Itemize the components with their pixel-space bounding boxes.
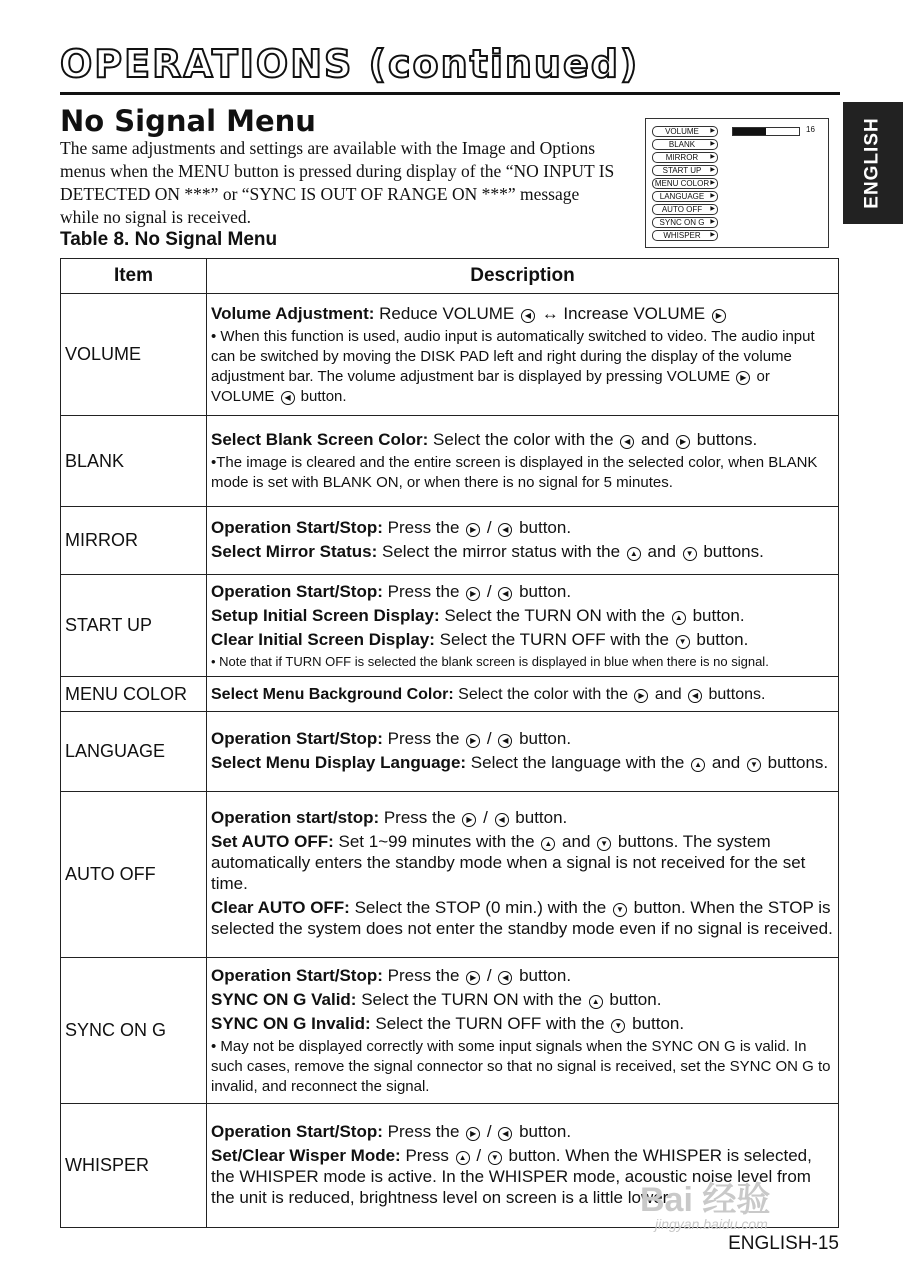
section-title: No Signal Menu: [60, 104, 316, 138]
osd-item: [652, 204, 718, 215]
osd-item-label: LANGUAGE: [659, 192, 705, 201]
right-arrow-button-icon: ▶: [736, 371, 750, 385]
down-arrow-button-icon: ▼: [683, 547, 697, 561]
right-arrow-button-icon: ▶: [466, 587, 480, 601]
table-row: [61, 712, 839, 792]
osd-item-label: SYNC ON G: [659, 218, 705, 227]
right-arrow-button-icon: ▶: [466, 523, 480, 537]
row-item-label: START UP: [61, 575, 207, 677]
header-title: OPERATIONS (continued): [60, 42, 640, 86]
row-item-label: BLANK: [61, 416, 207, 507]
right-arrow-button-icon: ▶: [466, 734, 480, 748]
osd-volume-bar-fill: [733, 128, 766, 135]
up-arrow-button-icon: ▲: [541, 837, 555, 851]
osd-arrow-icon: ▶: [710, 180, 715, 186]
osd-arrow-icon: ▶: [710, 232, 715, 238]
left-arrow-button-icon: ◀: [498, 971, 512, 985]
osd-item: [652, 217, 718, 228]
row-description: Operation Start/Stop: Press the ▶ / ◀ button. SYNC ON G Valid: Select the TURN ON with the ▲ button. SYNC ON G Invalid: Select the TURN OFF with the ▼ button. • May not be displayed correctly with some input signals when the SYNC ON G is valid. In such cases, remove the signal connector so that no signal is received, set the SYNC ON G to invalid, and reconnect the signal.: [207, 958, 839, 1104]
down-arrow-button-icon: ▼: [747, 758, 761, 772]
table-row: [61, 677, 839, 712]
no-signal-table: [60, 258, 839, 1228]
row-description: Operation Start/Stop: Press the ▶ / ◀ button. Select Mirror Status: Select the mirror status with the ▲ and ▼ buttons.: [207, 507, 839, 575]
up-arrow-button-icon: ▲: [627, 547, 641, 561]
osd-arrow-icon: ▶: [710, 154, 715, 160]
up-arrow-button-icon: ▲: [691, 758, 705, 772]
table-row: [61, 507, 839, 575]
left-arrow-button-icon: ◀: [498, 734, 512, 748]
osd-arrow-icon: ▶: [710, 128, 715, 134]
right-arrow-button-icon: ▶: [676, 435, 690, 449]
left-arrow-button-icon: ◀: [521, 309, 535, 323]
table-row: [61, 294, 839, 416]
osd-arrow-icon: ▶: [710, 193, 715, 199]
row-item-label: LANGUAGE: [61, 712, 207, 792]
up-arrow-button-icon: ▲: [589, 995, 603, 1009]
osd-item: [652, 126, 718, 137]
row-item-label: MENU COLOR: [61, 677, 207, 712]
osd-volume-value: 16: [806, 125, 815, 134]
osd-item-label: AUTO OFF: [661, 205, 703, 214]
left-arrow-button-icon: ◀: [281, 391, 295, 405]
osd-item-label: BLANK: [668, 140, 696, 149]
table-row: [61, 416, 839, 507]
right-arrow-button-icon: ▶: [466, 971, 480, 985]
left-arrow-button-icon: ◀: [688, 689, 702, 703]
row-item-label: VOLUME: [61, 294, 207, 416]
osd-item-label: VOLUME: [665, 127, 699, 136]
osd-item-label: MIRROR: [665, 153, 699, 162]
down-arrow-button-icon: ▼: [611, 1019, 625, 1033]
osd-item: [652, 139, 718, 150]
left-arrow-button-icon: ◀: [498, 587, 512, 601]
left-arrow-button-icon: ◀: [498, 523, 512, 537]
row-item-label: WHISPER: [61, 1104, 207, 1228]
row-description: Operation Start/Stop: Press the ▶ / ◀ button. Setup Initial Screen Display: Select the TURN ON with the ▲ button. Clear Initial Screen Display: Select the TURN OFF with the ▼ button. • Note that if TURN OFF is selected the blank screen is displayed in blue when there is no signal.: [207, 575, 839, 677]
osd-arrow-icon: ▶: [710, 206, 715, 212]
row-description: Operation Start/Stop: Press the ▶ / ◀ button. Select Menu Display Language: Select the language with the ▲ and ▼ buttons.: [207, 712, 839, 792]
table-row: [61, 575, 839, 677]
page-number: ENGLISH-15: [728, 1233, 839, 1254]
row-item-label: MIRROR: [61, 507, 207, 575]
right-arrow-button-icon: ▶: [712, 309, 726, 323]
right-arrow-button-icon: ▶: [462, 813, 476, 827]
row-description: Operation Start/Stop: Press the ▶ / ◀ button. Set/Clear Wisper Mode: Press ▲ / ▼ button. When the WHISPER is selected, the WHISPER mode is active. In the WHISPER mode, acoustic noise level from the unit is reduced, brightness level on screen is a little lower.: [207, 1104, 839, 1228]
table-row: [61, 958, 839, 1104]
osd-item: [652, 178, 718, 189]
osd-item: [652, 152, 718, 163]
osd-item-label: START UP: [662, 166, 702, 175]
osd-arrow-icon: ▶: [710, 141, 715, 147]
osd-menu-illustration: [645, 118, 829, 248]
left-arrow-button-icon: ◀: [620, 435, 634, 449]
watermark-logo: Bai 经验: [640, 1181, 771, 1219]
osd-menu-list: [652, 126, 718, 243]
up-arrow-button-icon: ▲: [456, 1151, 470, 1165]
table-caption: Table 8. No Signal Menu: [60, 229, 278, 250]
osd-item: [652, 191, 718, 202]
table-header-row: [61, 259, 839, 294]
down-arrow-button-icon: ▼: [676, 635, 690, 649]
intro-paragraph: The same adjustments and settings are available with the Image and Options menus when the MENU button is pressed during display of the “NO INPUT IS DETECTED ON ***” or “SYNC IS OUT OF RANGE ON ***” message while no signal is received.: [60, 138, 615, 227]
osd-item-label: WHISPER: [663, 231, 701, 240]
up-arrow-button-icon: ▲: [672, 611, 686, 625]
column-header-description: Description: [207, 259, 839, 294]
down-arrow-button-icon: ▼: [613, 903, 627, 917]
osd-item: [652, 230, 718, 241]
left-arrow-button-icon: ◀: [495, 813, 509, 827]
language-tab: [843, 102, 903, 224]
page-header: [60, 40, 840, 95]
row-description: Select Blank Screen Color: Select the color with the ◀ and ▶ buttons. •The image is cleared and the entire screen is displayed in the selected color, when BLANK mode is set with BLANK ON, or when there is no signal for 5 minutes.: [207, 416, 839, 507]
down-arrow-button-icon: ▼: [597, 837, 611, 851]
table-row: [61, 792, 839, 958]
row-item-label: SYNC ON G: [61, 958, 207, 1104]
watermark-url: jingyan.baidu.com: [655, 1216, 768, 1232]
osd-volume-bar: [732, 127, 800, 136]
row-description: Select Menu Background Color: Select the color with the ▶ and ◀ buttons.: [207, 677, 839, 712]
left-arrow-button-icon: ◀: [498, 1127, 512, 1141]
row-description: Operation start/stop: Press the ▶ / ◀ button. Set AUTO OFF: Set 1~99 minutes with the ▲ and ▼ buttons. The system automatically enters the standby mode when a signal is not received for the set time. Clear AUTO OFF: Select the STOP (0 min.) with the ▼ button. When the STOP is selected the system does not enter the standby mode even if no signal is received.: [207, 792, 839, 958]
osd-arrow-icon: ▶: [710, 219, 715, 225]
osd-item: [652, 165, 718, 176]
osd-item-label: MENU COLOR: [654, 179, 710, 188]
language-tab-label: ENGLISH: [862, 117, 884, 209]
row-description: Volume Adjustment: Reduce VOLUME ◀ ↔ Increase VOLUME ▶ • When this function is used, audio input is automatically switched to video. The audio input can be switched by moving the DISK PAD left and right during the display of the volume adjustment bar. The volume adjustment bar is displayed by pressing VOLUME ▶ or VOLUME ◀ button.: [207, 294, 839, 416]
row-item-label: AUTO OFF: [61, 792, 207, 958]
right-arrow-button-icon: ▶: [634, 689, 648, 703]
column-header-item: Item: [61, 259, 207, 294]
down-arrow-button-icon: ▼: [488, 1151, 502, 1165]
osd-arrow-icon: ▶: [710, 167, 715, 173]
right-arrow-button-icon: ▶: [466, 1127, 480, 1141]
